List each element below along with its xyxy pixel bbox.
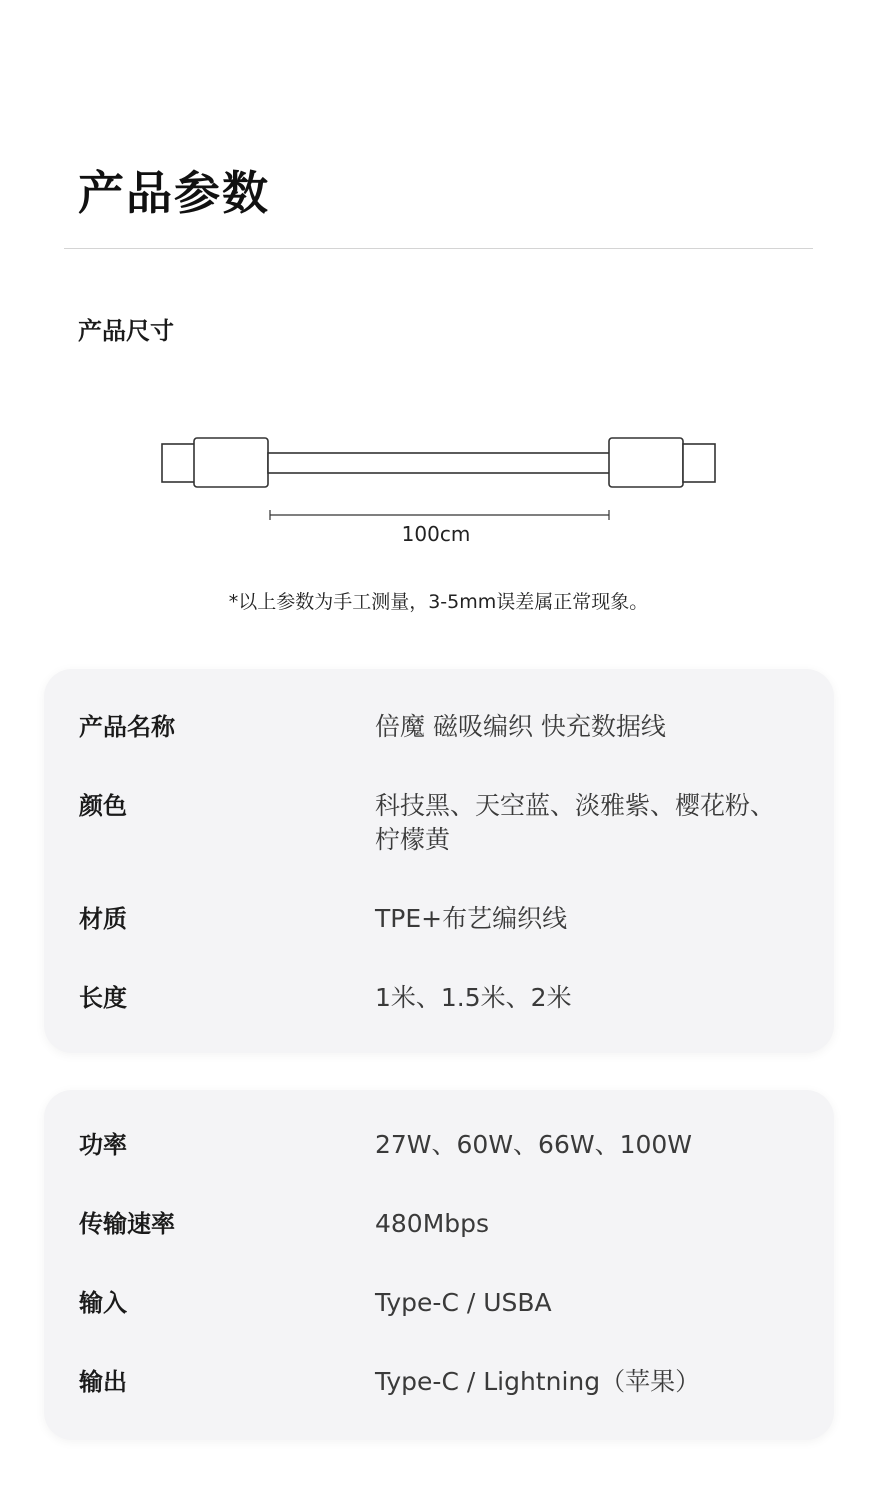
spec-label: 产品名称	[79, 713, 175, 741]
left-plug-tip	[162, 444, 196, 482]
title-divider	[64, 248, 813, 249]
spec-value: 倍魔 磁吸编织 快充数据线	[375, 712, 666, 741]
spec-value: 科技黑、天空蓝、淡雅紫、樱花粉、柠檬黄	[375, 791, 776, 854]
spec-value: 1米、1.5米、2米	[375, 983, 572, 1012]
spec-label: 传输速率	[79, 1210, 175, 1238]
product-size-heading: 产品尺寸	[78, 317, 174, 345]
spec-value: Type-C / USBA	[375, 1288, 552, 1317]
measurement-note: *以上参数为手工测量，3-5mm误差属正常现象。	[228, 591, 649, 613]
cable-body	[268, 453, 610, 473]
spec-value: 480Mbps	[375, 1209, 490, 1238]
page-title: 产品参数	[78, 166, 270, 220]
spec-card-electrical	[44, 1090, 834, 1440]
left-connector-housing	[194, 438, 268, 487]
spec-label: 输入	[79, 1289, 127, 1317]
spec-label: 输出	[79, 1368, 127, 1396]
spec-value: TPE+布艺编织线	[375, 904, 568, 933]
cable-size-diagram	[0, 420, 877, 560]
dimension-label: 100cm	[401, 522, 471, 546]
spec-card-basic	[44, 669, 834, 1053]
right-connector-housing	[609, 438, 683, 487]
right-plug-tip	[683, 444, 715, 482]
spec-label: 长度	[79, 984, 127, 1012]
spec-label: 功率	[79, 1131, 127, 1159]
spec-label: 材质	[79, 905, 127, 933]
spec-value: 27W、60W、66W、100W	[375, 1130, 693, 1159]
spec-value: Type-C / Lightning（苹果）	[375, 1367, 701, 1396]
spec-label: 颜色	[79, 792, 127, 820]
